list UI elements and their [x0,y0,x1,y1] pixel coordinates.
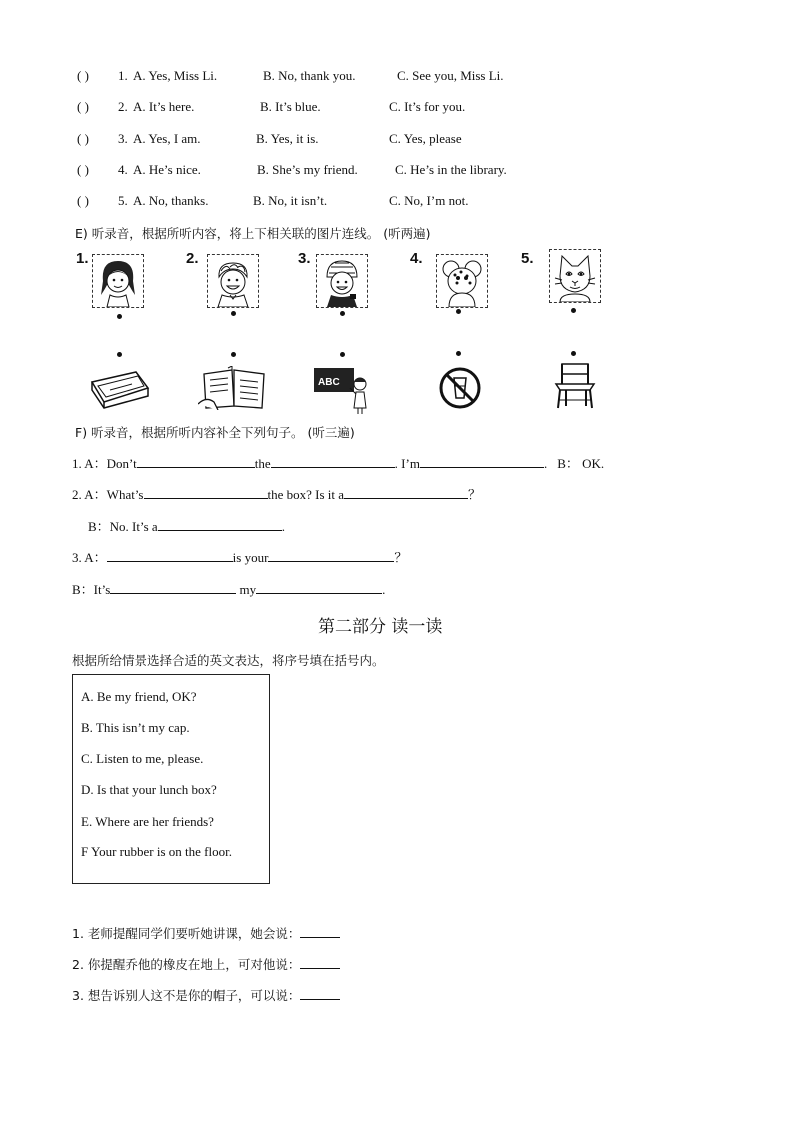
mouse-picture [436,254,488,308]
match-dot-bottom[interactable] [340,352,345,357]
answer-bracket[interactable]: ( ) [77,131,89,146]
options-box [72,674,270,884]
sentence-text: 1. A：Don’t [72,456,137,471]
part-e-heading: E) 听录音，根据所听内容，将上下相关联的图片连线。 (听两遍) [75,226,431,241]
option-c: C. See you, Miss Li. [397,68,504,83]
sentence-text: . [543,456,548,471]
option-item: A. Be my friend, OK? [81,689,197,704]
sentence-text: the [254,456,271,471]
option-b: B. It’s blue. [260,99,321,114]
svg-text:ABC: ABC [318,377,340,388]
question-text: 2. 你提醒乔他的橡皮在地上，可对他说： [72,957,301,972]
option-b: B. No, it isn’t. [253,193,328,208]
girl-picture [92,254,144,308]
answer-bracket[interactable]: ( ) [77,99,89,114]
match-dot-top[interactable] [340,311,345,316]
cat-picture [549,249,601,303]
boy-picture [207,254,259,308]
answer-blank[interactable] [300,925,340,938]
match-dot-bottom[interactable] [231,352,236,357]
match-dot-bottom[interactable] [571,351,576,356]
blank-field[interactable] [144,486,268,499]
picture-number: 3. [298,250,311,267]
open-book-icon [198,366,270,410]
option-item: E. Where are her friends? [81,814,214,829]
answer-blank[interactable] [300,956,340,969]
cat-icon [550,250,600,302]
sentence-text: B：It’s [72,582,111,597]
option-item: B. This isn’t my cap. [81,720,190,735]
question-text: 3. 想告诉别人这不是你的帽子，可以说： [72,988,301,1003]
sentence-text: . I’m [394,456,420,471]
blank-field[interactable] [110,581,236,594]
sentence-text: B：No. It’s a [88,519,158,534]
no-drinking-sign-icon [438,366,482,410]
sentence-text: the box? Is it a [267,487,345,502]
match-dot-top[interactable] [456,309,461,314]
question-number: 2. [118,99,128,114]
sentence-text: . [382,582,386,597]
sentence-text: ？ [468,487,482,502]
option-a: A. It’s here. [133,99,195,114]
chair-icon [552,360,598,410]
question-text: 1. 老师提醒同学们要听她讲课，她会说： [72,926,301,941]
picture-number: 4. [410,250,423,267]
option-b: B. Yes, it is. [256,131,319,146]
blank-field[interactable] [268,549,394,562]
answer-bracket[interactable]: ( ) [77,68,89,83]
picture-number: 2. [186,250,199,267]
picture-number: 5. [521,250,534,267]
blank-field[interactable] [256,581,382,594]
situation-question-1 [72,924,340,942]
match-dot-top[interactable] [571,308,576,313]
sentence-text: my [236,582,257,597]
classroom-blackboard-icon [312,364,370,414]
fill-sentence-2 [72,484,481,503]
answer-bracket[interactable]: ( ) [77,162,89,177]
blank-field[interactable] [271,455,395,468]
question-number: 5. [118,193,128,208]
option-c: C. Yes, please [389,131,462,146]
fill-sentence-3 [72,547,407,566]
boy-face-icon [208,255,258,307]
sentence-text: . [281,519,285,534]
situation-question-2 [72,955,340,973]
part-f-heading: F) 听录音，根据所听内容补全下列句子。 (听三遍) [75,425,355,440]
answer-bracket[interactable]: ( ) [77,193,89,208]
blank-field[interactable] [107,549,233,562]
blank-field[interactable] [137,455,255,468]
situation-question-3 [72,986,340,1004]
mouse-icon [437,255,487,307]
blank-field[interactable] [158,518,282,531]
option-item: F Your rubber is on the floor. [81,844,232,859]
sentence-text: B： OK. [557,456,605,471]
question-number: 4. [118,162,128,177]
answer-blank[interactable] [300,987,340,1000]
match-dot-bottom[interactable] [117,352,122,357]
option-c: C. It’s for you. [389,99,466,114]
option-c: C. He’s in the library. [395,162,507,177]
match-dot-top[interactable] [231,311,236,316]
option-a: A. He’s nice. [133,162,201,177]
pencil-box-icon [88,368,152,410]
match-dot-bottom[interactable] [456,351,461,356]
sentence-text: 2. A：What’s [72,487,144,502]
girl-face-icon [93,255,143,307]
blank-field[interactable] [344,486,468,499]
picture-number: 1. [76,250,89,267]
section-instruction: 根据所给情景选择合适的英文表达，将序号填在括号内。 [72,653,385,668]
match-dot-top[interactable] [117,314,122,319]
option-a: A. No, thanks. [133,193,209,208]
sentence-text: ？ [394,550,408,565]
boy-with-cap-picture [316,254,368,308]
fill-sentence-3-b [72,579,385,598]
section-title: 第二部分 读一读 [318,617,443,637]
sentence-text: 3. A： [72,550,107,565]
option-b: B. She’s my friend. [257,162,358,177]
option-item: D. Is that your lunch box? [81,782,217,797]
sentence-text: is your [232,550,269,565]
blank-field[interactable] [420,455,544,468]
option-item: C. Listen to me, please. [81,751,204,766]
fill-sentence-2-b [88,516,285,535]
question-number: 1. [118,68,128,83]
fill-sentence-1 [72,453,604,472]
option-a: A. Yes, I am. [133,131,201,146]
option-c: C. No, I’m not. [389,193,469,208]
option-a: A. Yes, Miss Li. [133,68,218,83]
option-b: B. No, thank you. [263,68,356,83]
boy-cap-icon [317,255,367,307]
question-number: 3. [118,131,128,146]
